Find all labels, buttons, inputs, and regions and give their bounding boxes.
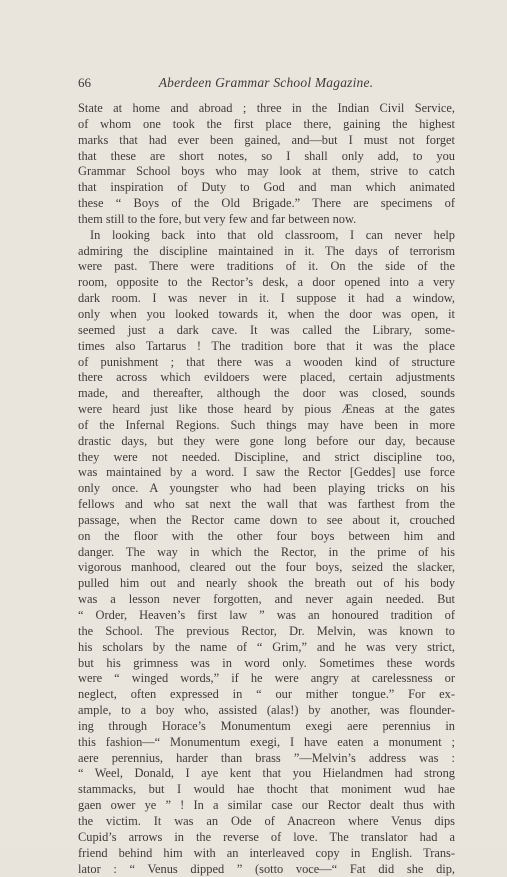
text-line: the School. The previous Rector, Dr. Melvin, was known to — [78, 624, 455, 640]
page-header — [78, 75, 454, 91]
text-line: dark room. I was never in it. I suppose it had a window, — [78, 291, 455, 307]
text-line: this fashion—“ Monumentum exegi, I have eaten a monument ; — [78, 735, 455, 751]
text-line: of the Infernal Regions. Such things may have been in more — [78, 418, 455, 434]
article-body — [78, 101, 455, 877]
text-line: his scholars by the name of “ Grim,” and he was very strict, — [78, 640, 455, 656]
text-line: them still to the fore, but very few and far between now. — [78, 212, 455, 228]
text-line: that these are short notes, so I shall only add, to you — [78, 149, 455, 165]
text-line: these “ Boys of the Old Brigade.” There are specimens of — [78, 196, 455, 212]
text-line: were “ winged words,” if he were angry at carelessness or — [78, 671, 455, 687]
text-line: friend behind him with an interleaved copy in English. Trans- — [78, 846, 455, 862]
text-line: drastic days, but they were gone long before our day, because — [78, 434, 455, 450]
text-line: State at home and abroad ; three in the Indian Civil Service, — [78, 101, 455, 117]
text-line: they were not needed. Discipline, and strict discipline too, — [78, 450, 455, 466]
text-line: fellows and who sat next the wall that was farthest from the — [78, 497, 455, 513]
text-line: only once. A youngster who had been playing tricks on his — [78, 481, 455, 497]
text-line: the victim. It was an Ode of Anacreon where Venus dips — [78, 814, 455, 830]
text-line: lator : “ Venus dipped ” (sotto voce—“ Fat did she dip, — [78, 862, 455, 877]
text-line: gaen ower ye ” ! In a similar case our Rector dealt thus with — [78, 798, 455, 814]
text-line: but his grimness was in word only. Sometimes these words — [78, 656, 455, 672]
text-line: marks that had ever been gained, and—but I must not forget — [78, 133, 455, 149]
text-line: was maintained by a word. I saw the Rector [Geddes] use force — [78, 465, 455, 481]
text-line: ample, to a boy who, assisted (alas!) by another, was flounder- — [78, 703, 455, 719]
text-line: were heard just like those heard by pious Æneas at the gates — [78, 402, 455, 418]
text-line: In looking back into that old classroom, I can never help — [78, 228, 455, 244]
text-line: that inspiration of Duty to God and man which animated — [78, 180, 455, 196]
text-line: passage, when the Rector came down to see about it, crouched — [78, 513, 455, 529]
text-line: Grammar School boys who may look at them, strive to catch — [78, 164, 455, 180]
text-line: pulled him out and nearly shook the breath out of his body — [78, 576, 455, 592]
text-line: vigorous manhood, cleared out the four boys, seized the slacker, — [78, 560, 455, 576]
text-line: made, and thereafter, although the door was closed, sounds — [78, 386, 455, 402]
text-line: on the floor with the other four boys between him and — [78, 529, 455, 545]
text-line: of punishment ; that there was a wooden kind of structure — [78, 355, 455, 371]
page-number: 66 — [78, 75, 91, 91]
text-line: ing through Horace’s Monumentum exegi aere perennius in — [78, 719, 455, 735]
text-line: were past. There were traditions of it. On the side of the — [78, 259, 455, 275]
text-line: “ Weel, Donald, I aye kent that you Hielandmen had strong — [78, 766, 455, 782]
text-line: Cupid’s arrows in the reverse of love. The translator had a — [78, 830, 455, 846]
text-line: was a lesson never forgotten, and never again needed. But — [78, 592, 455, 608]
text-line: danger. The way in which the Rector, in the prime of his — [78, 545, 455, 561]
text-line: there across which evildoers were placed, certain adjustments — [78, 370, 455, 386]
text-line: neglect, often expressed in “ our mither tongue.” For ex- — [78, 687, 455, 703]
text-line: seemed just a dark cave. It was called the Library, some- — [78, 323, 455, 339]
text-line: “ Order, Heaven’s first law ” was an honoured tradition of — [78, 608, 455, 624]
text-line: times also Tartarus ! The tradition bore that it was the place — [78, 339, 455, 355]
text-line: room, opposite to the Rector’s desk, a door opened into a very — [78, 275, 455, 291]
text-line: admiring the discipline maintained in it. The days of terrorism — [78, 244, 455, 260]
text-line: aere perennius, harder than brass ”—Melvin’s address was : — [78, 751, 455, 767]
text-line: only when you looked towards it, when the door was open, it — [78, 307, 455, 323]
running-title: Aberdeen Grammar School Magazine. — [78, 75, 454, 91]
text-line: stammacks, but I would hae thocht that moniment wud hae — [78, 782, 455, 798]
text-line: of whom one took the first place there, gaining the highest — [78, 117, 455, 133]
